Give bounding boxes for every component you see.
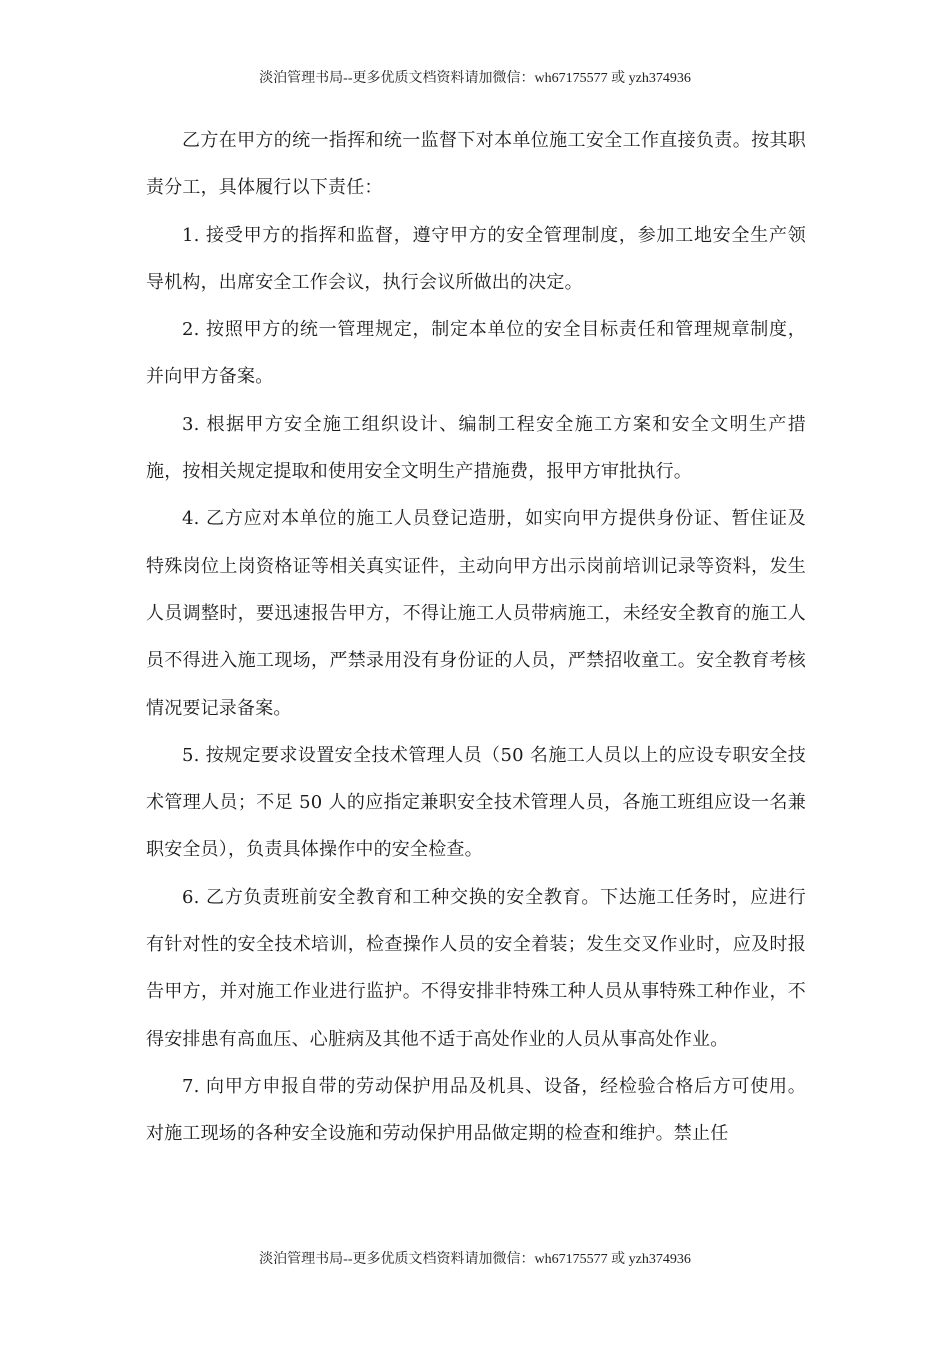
paragraph-item-5: 5. 按规定要求设置安全技术管理人员（50 名施工人员以上的应设专职安全技术管理人员；不足 50 人的应指定兼职安全技术管理人员，各施工班组应设一名兼职安全员），负责具体操作中的安全检查。 xyxy=(146,744,806,861)
paragraph-item-2: 2. 按照甲方的统一管理规定，制定本单位的安全目标责任和管理规章制度，并向甲方备案。 xyxy=(146,319,806,388)
document-body xyxy=(146,117,806,1158)
paragraph-item-7: 7. 向甲方申报自带的劳动保护用品及机具、设备，经检验合格后方可使用。对施工现场的各种安全设施和劳动保护用品做定期的检查和维护。禁止任 xyxy=(146,1075,806,1145)
paragraph-item-6: 6. 乙方负责班前安全教育和工种交换的安全教育。下达施工任务时，应进行有针对性的安全技术培训，检查操作人员的安全着装；发生交叉作业时，应及时报告甲方，并对施工作业进行监护。不得安排非特殊工种人员从事特殊工种作业，不得安排患有高血压、心脏病及其他不适于高处作业的人员从事高处作业。 xyxy=(146,886,806,1050)
page-header: 淡泊管理书局--更多优质文档资料请加微信：wh67175577 或 yzh374936 xyxy=(259,71,691,86)
page-footer: 淡泊管理书局--更多优质文档资料请加微信：wh67175577 或 yzh374936 xyxy=(259,1252,691,1267)
paragraph-item-4: 4. 乙方应对本单位的施工人员登记造册，如实向甲方提供身份证、暂住证及特殊岗位上岗资格证等相关真实证件，主动向甲方出示岗前培训记录等资料，发生人员调整时，要迅速报告甲方，不得让施工人员带病施工，未经安全教育的施工人员不得进入施工现场，严禁录用没有身份证的人员，严禁招收童工。安全教育考核情况要记录备案。 xyxy=(146,508,806,719)
paragraph-item-3: 3. 根据甲方安全施工组织设计、编制工程安全施工方案和安全文明生产措施，按相关规定提取和使用安全文明生产措施费，报甲方审批执行。 xyxy=(146,413,806,483)
paragraph-intro: 乙方在甲方的统一指挥和统一监督下对本单位施工安全工作直接负责。按其职责分工，具体履行以下责任： xyxy=(146,130,806,199)
paragraph-item-1: 1. 接受甲方的指挥和监督，遵守甲方的安全管理制度，参加工地安全生产领导机构，出席安全工作会议，执行会议所做出的决定。 xyxy=(146,224,806,293)
